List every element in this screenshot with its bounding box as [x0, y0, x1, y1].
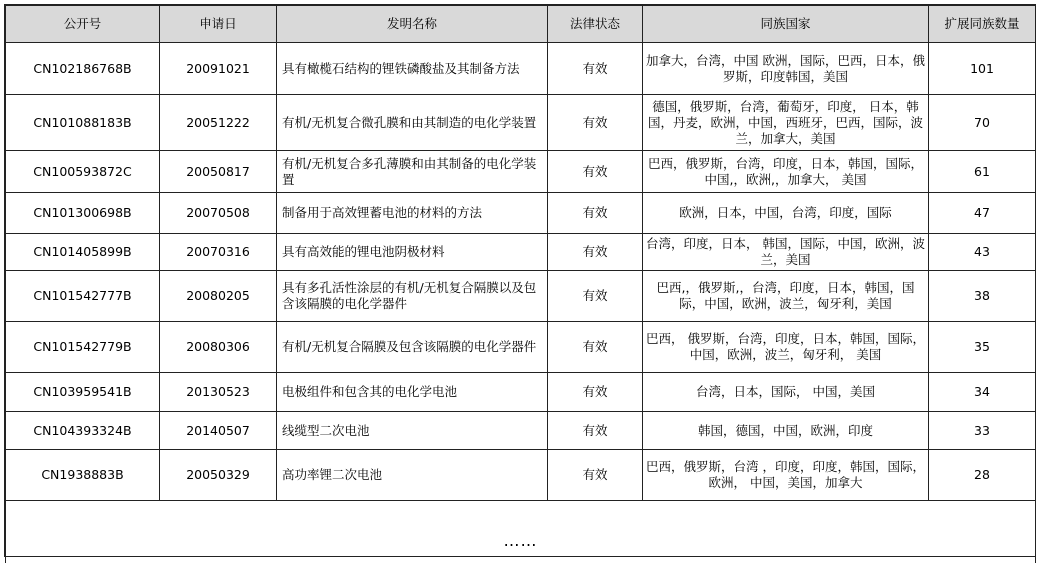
table-row: [6, 193, 1036, 234]
cell-title: 电极组件和包含其的电化学电池: [277, 373, 548, 412]
cell-countries: 巴西,，俄罗斯,，台湾，印度，日本，韩国，国际，中国，欧洲，波兰，匈牙利，美国: [643, 271, 929, 322]
cell-count: 61: [929, 151, 1036, 193]
patent-table: [5, 5, 1036, 563]
cell-date: 20130523: [160, 373, 277, 412]
cell-pub-number: CN1938883B: [6, 450, 160, 501]
header-pub-number: 公开号: [6, 6, 160, 43]
cell-status: 有效: [548, 95, 643, 151]
ellipsis-row: [6, 501, 1036, 563]
header-row: [6, 6, 1036, 43]
cell-countries: 韩国，德国，中国，欧洲，印度: [643, 412, 929, 450]
cell-date: 20070508: [160, 193, 277, 234]
cell-date: 20091021: [160, 43, 277, 95]
cell-date: 20070316: [160, 234, 277, 271]
cell-title: 线缆型二次电池: [277, 412, 548, 450]
cell-count: 35: [929, 322, 1036, 373]
cell-count: 43: [929, 234, 1036, 271]
table-row: [6, 234, 1036, 271]
cell-date: 20080306: [160, 322, 277, 373]
header-legal-status: 法律状态: [548, 6, 643, 43]
cell-pub-number: CN101088183B: [6, 95, 160, 151]
cell-status: 有效: [548, 193, 643, 234]
cell-pub-number: CN101542777B: [6, 271, 160, 322]
table-row: [6, 43, 1036, 95]
cell-count: 38: [929, 271, 1036, 322]
cell-pub-number: CN101542779B: [6, 322, 160, 373]
cell-title: 高功率锂二次电池: [277, 450, 548, 501]
cell-date: 20050817: [160, 151, 277, 193]
cell-title: 具有橄榄石结构的锂铁磷酸盐及其制备方法: [277, 43, 548, 95]
cell-title: 具有高效能的锂电池阴极材料: [277, 234, 548, 271]
header-family-count: 扩展同族数量: [929, 6, 1036, 43]
cell-countries: 台湾，印度，日本， 韩国，国际，中国，欧洲，波兰，美国: [643, 234, 929, 271]
cell-countries: 德国，俄罗斯，台湾，葡萄牙，印度， 日本，韩国，丹麦，欧洲，中国，西班牙，巴西，国际，波兰，加拿大，美国: [643, 95, 929, 151]
cell-title: 有机/无机复合多孔薄膜和由其制备的电化学装置: [277, 151, 548, 193]
cell-title: 有机/无机复合微孔膜和由其制造的电化学装置: [277, 95, 548, 151]
cell-count: 34: [929, 373, 1036, 412]
cell-pub-number: CN101405899B: [6, 234, 160, 271]
cell-countries: 巴西，俄罗斯，台湾，印度，日本，韩国，国际，中国,，欧洲,，加拿大， 美国: [643, 151, 929, 193]
more-rows-ellipsis: ……: [6, 501, 1036, 563]
table-row: [6, 373, 1036, 412]
cell-count: 47: [929, 193, 1036, 234]
cell-status: 有效: [548, 412, 643, 450]
cell-pub-number: CN104393324B: [6, 412, 160, 450]
table-row: [6, 271, 1036, 322]
cell-countries: 台湾，日本，国际， 中国，美国: [643, 373, 929, 412]
table-row: [6, 412, 1036, 450]
cell-status: 有效: [548, 271, 643, 322]
cell-date: 20051222: [160, 95, 277, 151]
cell-countries: 欧洲，日本，中国，台湾，印度，国际: [643, 193, 929, 234]
cell-status: 有效: [548, 234, 643, 271]
cell-countries: 巴西，俄罗斯，台湾 ，印度，印度，韩国，国际，欧洲， 中国，美国，加拿大: [643, 450, 929, 501]
cell-title: 有机/无机复合隔膜及包含该隔膜的电化学器件: [277, 322, 548, 373]
table-row: [6, 151, 1036, 193]
cell-date: 20140507: [160, 412, 277, 450]
cell-title: 具有多孔活性涂层的有机/无机复合隔膜以及包含该隔膜的电化学器件: [277, 271, 548, 322]
cell-status: 有效: [548, 450, 643, 501]
cell-status: 有效: [548, 151, 643, 193]
cell-date: 20050329: [160, 450, 277, 501]
cell-pub-number: CN101300698B: [6, 193, 160, 234]
cell-count: 101: [929, 43, 1036, 95]
cell-count: 28: [929, 450, 1036, 501]
table-row: [6, 322, 1036, 373]
cell-date: 20080205: [160, 271, 277, 322]
cell-countries: 巴西， 俄罗斯，台湾，印度，日本，韩国，国际，中国，欧洲，波兰，匈牙利， 美国: [643, 322, 929, 373]
header-application-date: 申请日: [160, 6, 277, 43]
cell-status: 有效: [548, 373, 643, 412]
cell-countries: 加拿大，台湾，中国 欧洲，国际，巴西，日本，俄罗斯，印度韩国，美国: [643, 43, 929, 95]
table-row: [6, 95, 1036, 151]
patent-table-container: [4, 4, 1036, 557]
cell-count: 70: [929, 95, 1036, 151]
cell-status: 有效: [548, 43, 643, 95]
table-row: [6, 450, 1036, 501]
header-invention-title: 发明名称: [277, 6, 548, 43]
cell-title: 制备用于高效锂蓄电池的材料的方法: [277, 193, 548, 234]
cell-pub-number: CN103959541B: [6, 373, 160, 412]
cell-status: 有效: [548, 322, 643, 373]
cell-pub-number: CN100593872C: [6, 151, 160, 193]
header-family-countries: 同族国家: [643, 6, 929, 43]
cell-pub-number: CN102186768B: [6, 43, 160, 95]
cell-count: 33: [929, 412, 1036, 450]
